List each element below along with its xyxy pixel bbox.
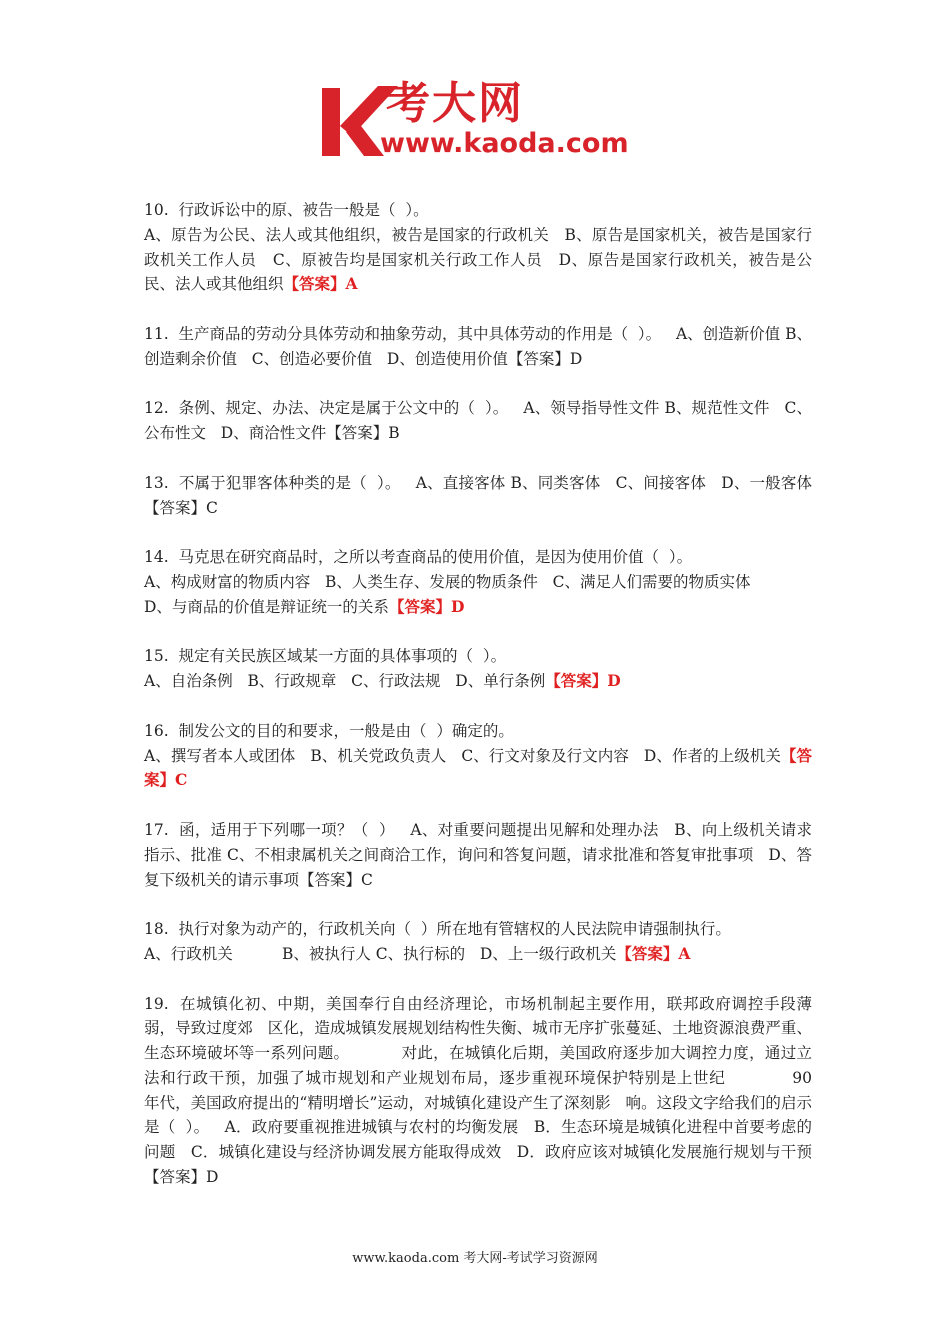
question-answer: 【答案】B: [326, 424, 400, 443]
question-text: 19. 在城镇化初、中期，美国奉行自由经济理论，市场机制起主要作用，联邦政府调控手段薄弱，导致过度郊 区化，造成城镇发展规划结构性失衡、城市无序扩张蔓延、土地资源浪费严重、生态环境破坏等一系列问题。 对此，在城镇化后期，美国政府逐步加大调控力度，通过立法和行政干预，加强了城市规划和产业规划布局，逐步重视环境保护特别是上世纪 90 年代，美国政府提出的“精明增长”运动，对城镇化建设产生了深刻影 响。这段文字给我们的启示是（ ）。 A．政府要重视推进城镇与农村的均衡发展 B．生态环境是城镇化进程中首要考虑的问题 C．城镇化建设与经济协调发展方能取得成效 D．政府应该对城镇化发展施行规划与干预: [144, 994, 881, 1162]
question-text: 18. 执行对象为动产的，行政机关向（ ）所在地有管辖权的人民法院申请强制执行。 A、行政机关 B、被执行人 C、执行标的 D、上一级行政机关: [144, 920, 731, 963]
question-answer: 【答案】D: [507, 349, 583, 368]
question-answer: 【答案】C: [144, 498, 218, 517]
question-answer: 【答案】C: [299, 870, 373, 889]
question-item: [144, 545, 812, 619]
kaoda-logo: [318, 78, 638, 164]
question-answer: 【答案】D: [144, 1168, 219, 1187]
question-item: [144, 719, 812, 793]
question-text: 11. 生产商品的劳动分具体劳动和抽象劳动，其中具体劳动的作用是（ ）。 A、创造新价值 B、创造剩余价值 C、创造必要价值 D、创造使用价值: [144, 324, 812, 368]
question-answer: 【答案】C: [144, 745, 812, 790]
question-item: [144, 992, 881, 1190]
question-item: [144, 322, 812, 372]
question-answer: 【答案】D: [545, 671, 621, 691]
question-text: 17. 函，适用于下列哪一项？（ ） A、对重要问题提出见解和处理办法 B、向上级机关请求指示、批准 C、不相隶属机关之间商洽工作，询问和答复问题，请求批准和答复审批事项 D、答复下级机关的请示事项: [144, 820, 812, 889]
question-answer: 【答案】A: [616, 943, 691, 963]
question-answer: 【答案】D: [388, 596, 465, 616]
question-text: 15. 规定有关民族区域某一方面的具体事项的（ ）。 A、自治条例 B、行政规章 C、行政法规 D、单行条例: [144, 647, 546, 691]
logo-chinese-name: 考大网: [386, 78, 524, 129]
question-text: 13. 不属于犯罪客体种类的是（ ）。 A、直接客体 B、同类客体 C、间接客体 D、一般客体: [144, 473, 812, 492]
question-text: 14. 马克思在研究商品时，之所以考查商品的使用价值，是因为使用价值（ ）。 A、构成财富的物质内容 B、人类生存、发展的物质条件 C、满足人们需要的物质实体 D、与商品的价值是辩证统一的关系: [144, 548, 751, 616]
question-item: [144, 917, 812, 967]
page-footer: www.kaoda.com 考大网-考试学习资源网: [352, 1251, 598, 1266]
logo-url: www.kaoda.com: [380, 128, 629, 159]
question-item: [144, 396, 812, 446]
question-item: [144, 198, 812, 297]
question-text: 16. 制发公文的目的和要求，一般是由（ ）确定的。 A、撰写者本人或团体 B、机关党政负责人 C、行文对象及行文内容 D、作者的上级机关: [144, 721, 781, 765]
question-text: 10. 行政诉讼中的原、被告一般是（ ）。 A、原告为公民、法人或其他组织，被告是国家的行政机关 B、原告是国家机关，被告是国家行政机关工作人员 C、原被告均是国家机关行政工作人员 D、原告是国家行政机关，被告是公民、法人或其他组织: [144, 201, 812, 294]
question-item: [144, 818, 812, 892]
question-item: [144, 471, 812, 521]
question-list: [144, 198, 881, 1215]
question-item: [144, 644, 812, 694]
question-text: 12. 条例、规定、办法、决定是属于公文中的（ ）。 A、领导指导性文件 B、规范性文件 C、公布性文 D、商洽性文件: [144, 399, 812, 443]
question-answer: 【答案】A: [283, 274, 358, 294]
